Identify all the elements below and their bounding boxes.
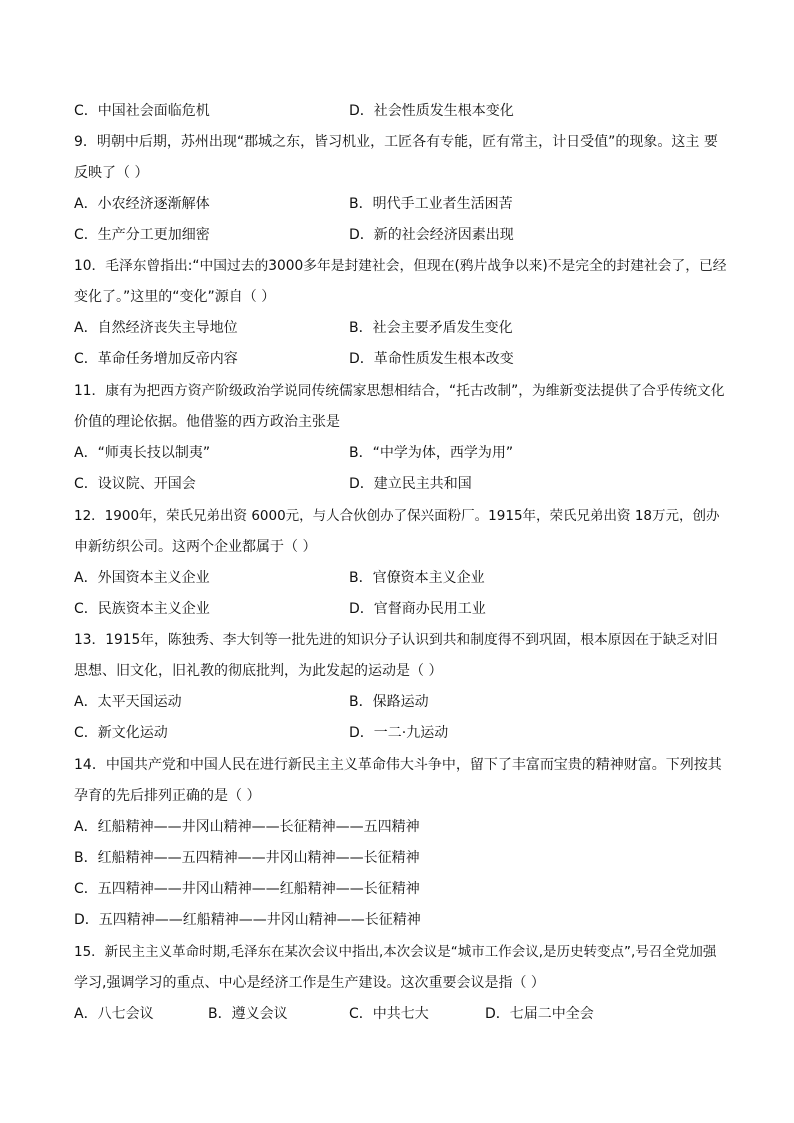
q13-option-c: C．新文化运动 <box>74 725 168 741</box>
q15-stem-line1: 15．新民主主义革命时期,毛泽东在某次会议中指出,本次会议是“城市工作会议,是历史转变点”,号召全党加强 <box>74 944 717 960</box>
q8-option-c: C．中国社会面临危机 <box>74 103 210 119</box>
q12-stem-line2: 申新纺织公司。这两个企业都属于（ ） <box>74 539 317 555</box>
q9-stem-line2: 反映了（ ） <box>74 165 149 181</box>
q10-stem-line2: 变化了。”这里的“变化”源自（ ） <box>74 289 276 305</box>
q9-option-c: C．生产分工更加细密 <box>74 227 210 243</box>
q14-stem-line2: 孕育的先后排列正确的是（ ） <box>74 788 261 804</box>
q11-option-b: B．“中学为体，西学为用” <box>349 445 514 461</box>
q15-option-c: C．中共七大 <box>349 1006 429 1022</box>
q15-option-d: D．七届二中全会 <box>485 1006 594 1022</box>
q11-stem-line1: 11．康有为把西方资产阶级政治学说同传统儒家思想相结合，“托古改制”，为维新变法提供了合乎传统文化 <box>74 383 725 399</box>
q10-option-a: A．自然经济丧失主导地位 <box>74 320 238 336</box>
q9-option-b: B．明代手工业者生活困苦 <box>349 196 513 212</box>
q13-option-a: A．太平天国运动 <box>74 694 182 710</box>
q10-option-b: B．社会主要矛盾发生变化 <box>349 320 513 336</box>
q13-option-b: B．保路运动 <box>349 694 429 710</box>
q12-option-b: B．官僚资本主义企业 <box>349 570 485 586</box>
q12-option-c: C．民族资本主义企业 <box>74 601 210 617</box>
q11-option-a: A．“师夷长技以制夷” <box>74 445 211 461</box>
q12-option-a: A．外国资本主义企业 <box>74 570 210 586</box>
q15-option-a: A．八七会议 <box>74 1006 154 1022</box>
q14-option-a: A．红船精神——井冈山精神——长征精神——五四精神 <box>74 819 420 835</box>
q14-option-c: C．五四精神——井冈山精神——红船精神——长征精神 <box>74 881 420 897</box>
q8-option-d: D．社会性质发生根本变化 <box>349 103 514 119</box>
q14-stem-line1: 14．中国共产党和中国人民在进行新民主主义革命伟大斗争中，留下了丰富而宝贵的精神财富。下列按其 <box>74 757 722 773</box>
q10-option-c: C．革命任务增加反帝内容 <box>74 351 238 367</box>
q9-option-a: A．小农经济逐渐解体 <box>74 196 210 212</box>
q12-stem-line1: 12．1900年，荣氏兄弟出资 6000元，与人合伙创办了保兴面粉厂。1915年，荣氏兄弟出资 18万元，创办 <box>74 508 720 524</box>
q10-option-d: D．革命性质发生根本改变 <box>349 351 514 367</box>
q9-stem-line1: 9．明朝中后期，苏州出现“郡城之东，皆习机业，工匠各有专能，匠有常主，计日受值”的现象。这主 要 <box>74 134 718 150</box>
q15-stem-line2: 学习,强调学习的重点、中心是经济工作是生产建设。这次重要会议是指（ ） <box>74 975 545 991</box>
q14-option-d: D．五四精神——红船精神——井冈山精神——长征精神 <box>74 912 421 928</box>
q13-stem-line1: 13．1915年，陈独秀、李大钊等一批先进的知识分子认识到共和制度得不到巩固，根本原因在于缺乏对旧 <box>74 632 718 648</box>
q12-option-d: D．官督商办民用工业 <box>349 601 486 617</box>
q11-option-d: D．建立民主共和国 <box>349 476 472 492</box>
q11-option-c: C．设议院、开国会 <box>74 476 196 492</box>
q11-stem-line2: 价值的理论依据。他借鉴的西方政治主张是 <box>74 414 340 430</box>
q10-stem-line1: 10．毛泽东曾指出:“中国过去的3000多年是封建社会，但现在(鸦片战争以来)不是完全的封建社会了，已经 <box>74 258 727 274</box>
q13-stem-line2: 思想、旧文化，旧礼教的彻底批判，为此发起的运动是（ ） <box>74 663 443 679</box>
q9-option-d: D．新的社会经济因素出现 <box>349 227 514 243</box>
q13-option-d: D．一二·九运动 <box>349 725 449 741</box>
q15-option-b: B．遵义会议 <box>208 1006 288 1022</box>
q14-option-b: B．红船精神——五四精神——井冈山精神——长征精神 <box>74 850 420 866</box>
